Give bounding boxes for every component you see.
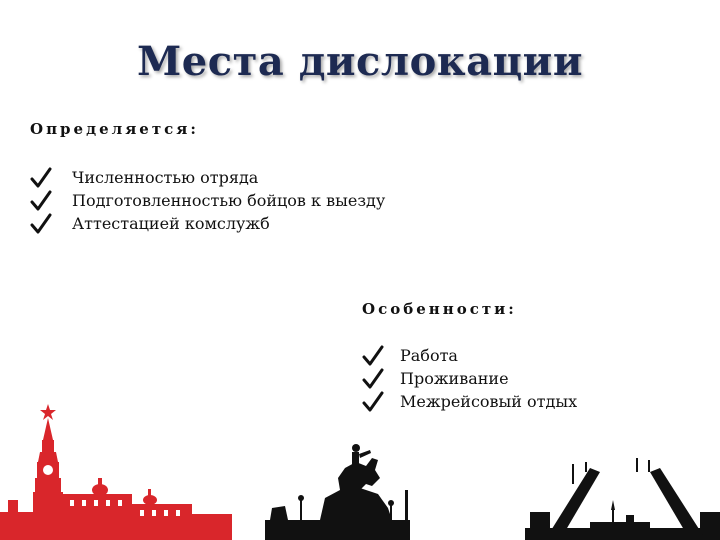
list-item-label: Численностью отряда (72, 168, 259, 187)
list-item-label: Аттестацией комслужб (72, 214, 270, 233)
list-item-label: Работа (400, 346, 458, 365)
list-item-label: Подготовленностью бойцов к выезду (72, 191, 386, 210)
kremlin-illustration (0, 404, 232, 540)
section-heading-definition: Определяется: (30, 120, 199, 138)
list-item-label: Межрейсовый отдых (400, 392, 578, 411)
section-heading-features: Особенности: (362, 300, 517, 318)
page-title: Места дислокации (137, 38, 583, 85)
bronze-horseman-illustration (265, 444, 410, 540)
list-item-label: Проживание (400, 369, 509, 388)
drawbridge-illustration (525, 458, 720, 540)
